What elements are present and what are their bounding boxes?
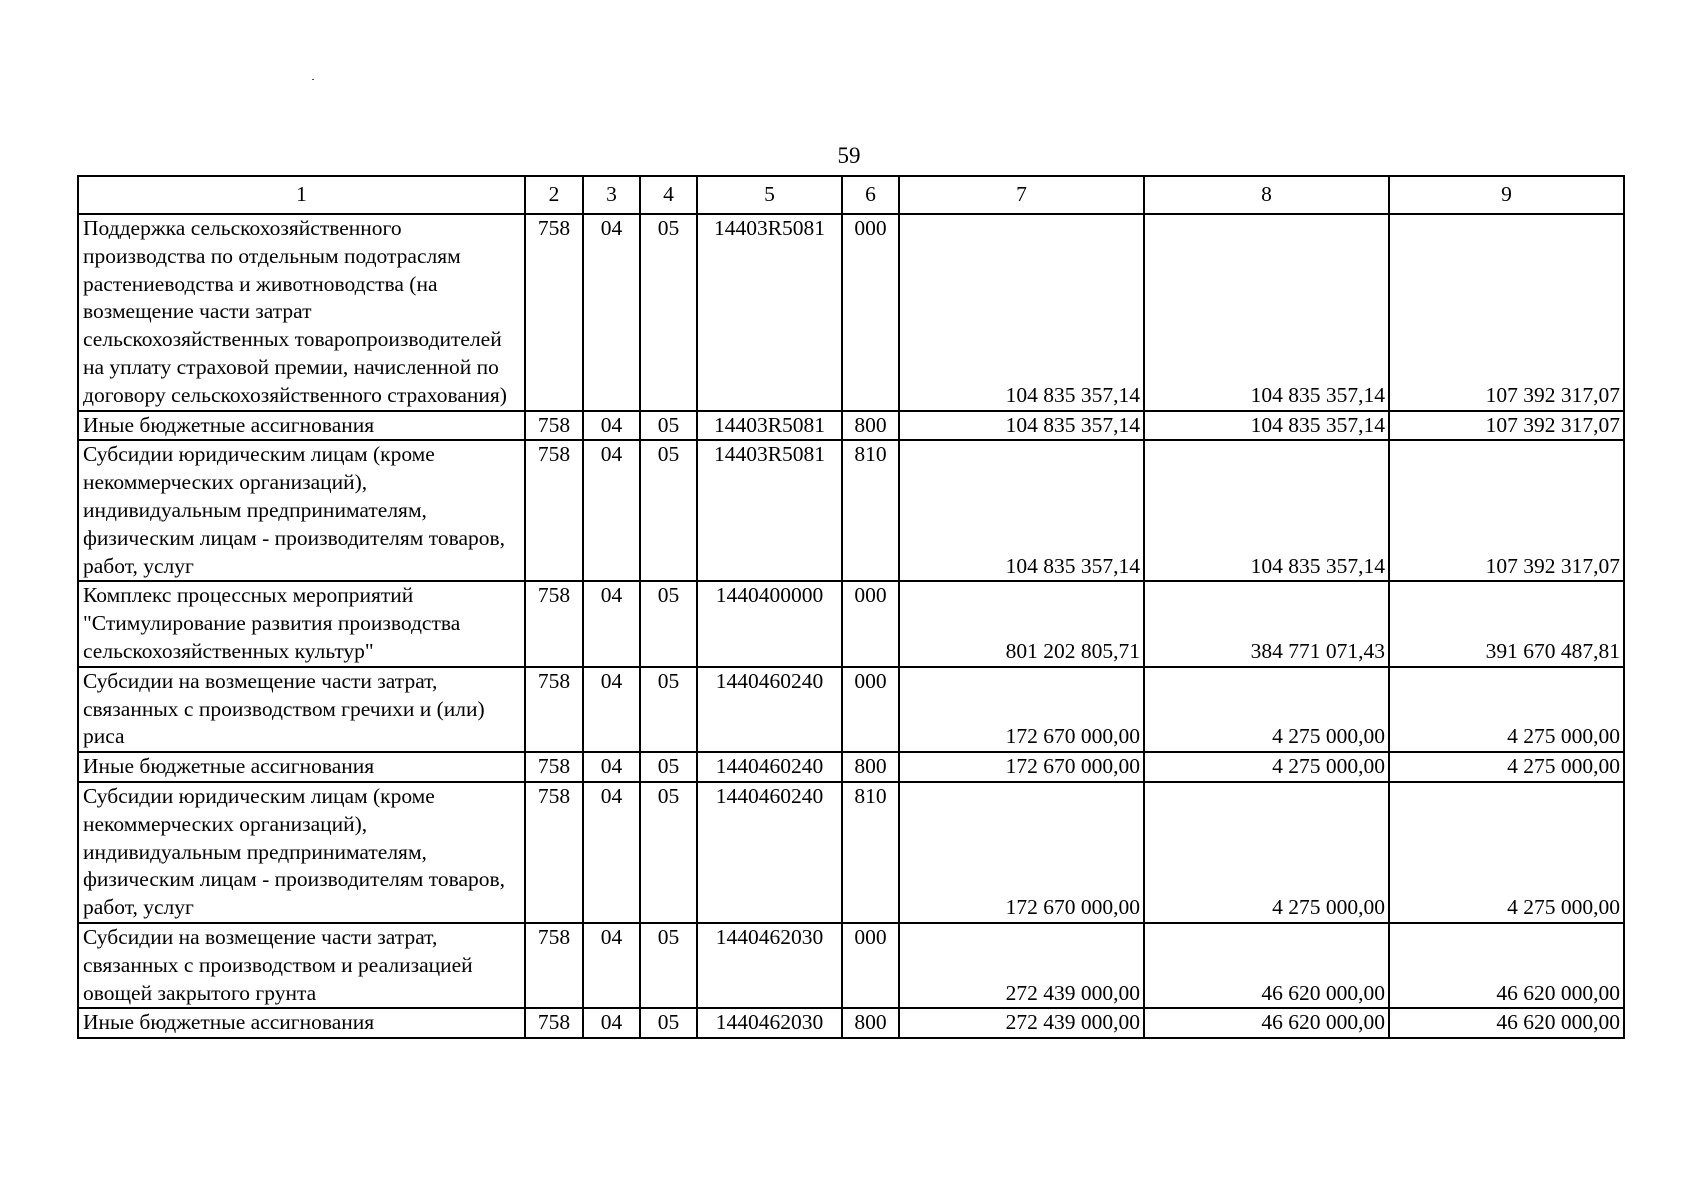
row-code-6: 800 — [842, 752, 899, 782]
row-amount-7: 272 439 000,00 — [899, 1008, 1144, 1038]
row-code-6: 000 — [842, 923, 899, 1008]
row-code-5: 14403R5081 — [697, 440, 842, 581]
row-code-6: 810 — [842, 440, 899, 581]
row-amount-7: 104 835 357,14 — [899, 440, 1144, 581]
row-amount-7: 172 670 000,00 — [899, 667, 1144, 752]
header-row — [78, 176, 1624, 214]
row-amount-9: 46 620 000,00 — [1389, 1008, 1624, 1038]
row-amount-9: 4 275 000,00 — [1389, 667, 1624, 752]
column-header: 4 — [640, 176, 697, 214]
row-code-4: 05 — [640, 923, 697, 1008]
row-code-3: 04 — [583, 782, 640, 923]
row-amount-7: 104 835 357,14 — [899, 411, 1144, 441]
row-name: Субсидии юридическим лицам (кроме некоммерческих организаций), индивидуальным предпринимателям, физическим лицам - производителям товаров, работ, услуг — [78, 440, 525, 581]
row-amount-9: 391 670 487,81 — [1389, 581, 1624, 666]
row-code-2: 758 — [525, 923, 583, 1008]
table-row — [78, 667, 1624, 752]
row-code-6: 810 — [842, 782, 899, 923]
row-code-3: 04 — [583, 923, 640, 1008]
row-code-2: 758 — [525, 752, 583, 782]
column-header: 9 — [1389, 176, 1624, 214]
row-amount-8: 4 275 000,00 — [1144, 782, 1389, 923]
row-name: Иные бюджетные ассигнования — [78, 1008, 525, 1038]
row-code-4: 05 — [640, 752, 697, 782]
row-name: Иные бюджетные ассигнования — [78, 411, 525, 441]
budget-table — [77, 175, 1625, 1039]
row-code-3: 04 — [583, 1008, 640, 1038]
column-header: 2 — [525, 176, 583, 214]
row-code-2: 758 — [525, 782, 583, 923]
row-code-5: 1440462030 — [697, 923, 842, 1008]
row-code-3: 04 — [583, 752, 640, 782]
row-name: Субсидии юридическим лицам (кроме некоммерческих организаций), индивидуальным предпринимателям, физическим лицам - производителям товаров, работ, услуг — [78, 782, 525, 923]
table-row — [78, 411, 1624, 441]
row-code-3: 04 — [583, 214, 640, 411]
row-code-4: 05 — [640, 667, 697, 752]
row-code-3: 04 — [583, 667, 640, 752]
row-amount-8: 46 620 000,00 — [1144, 923, 1389, 1008]
table-header — [78, 176, 1624, 214]
row-code-3: 04 — [583, 581, 640, 666]
row-code-2: 758 — [525, 581, 583, 666]
row-code-5: 1440462030 — [697, 1008, 842, 1038]
column-header: 8 — [1144, 176, 1389, 214]
row-amount-7: 801 202 805,71 — [899, 581, 1144, 666]
row-code-3: 04 — [583, 440, 640, 581]
row-name: Поддержка сельскохозяйственного производства по отдельным подотраслям растениеводства и животноводства (на возмещение части затрат сельскохозяйственных товаропроизводителей на уплату страховой премии, начисленной по договору сельскохозяйственного страхования) — [78, 214, 525, 411]
row-code-2: 758 — [525, 440, 583, 581]
row-amount-9: 4 275 000,00 — [1389, 782, 1624, 923]
row-amount-7: 272 439 000,00 — [899, 923, 1144, 1008]
row-amount-7: 172 670 000,00 — [899, 782, 1144, 923]
column-header: 1 — [78, 176, 525, 214]
row-amount-7: 104 835 357,14 — [899, 214, 1144, 411]
table-body — [78, 214, 1624, 1038]
table-row — [78, 214, 1624, 411]
table-row — [78, 1008, 1624, 1038]
row-code-6: 000 — [842, 581, 899, 666]
row-code-5: 14403R5081 — [697, 214, 842, 411]
row-code-4: 05 — [640, 440, 697, 581]
row-code-6: 800 — [842, 1008, 899, 1038]
row-code-5: 14403R5081 — [697, 411, 842, 441]
row-amount-9: 107 392 317,07 — [1389, 411, 1624, 441]
row-amount-9: 107 392 317,07 — [1389, 214, 1624, 411]
row-name: Комплекс процессных мероприятий "Стимулирование развития производства сельскохозяйственных культур" — [78, 581, 525, 666]
table-row — [78, 782, 1624, 923]
row-amount-8: 104 835 357,14 — [1144, 411, 1389, 441]
row-code-6: 800 — [842, 411, 899, 441]
row-code-5: 1440460240 — [697, 667, 842, 752]
column-header: 5 — [697, 176, 842, 214]
row-code-5: 1440460240 — [697, 752, 842, 782]
row-amount-8: 46 620 000,00 — [1144, 1008, 1389, 1038]
row-code-4: 05 — [640, 782, 697, 923]
row-code-2: 758 — [525, 214, 583, 411]
column-header: 6 — [842, 176, 899, 214]
column-header: 3 — [583, 176, 640, 214]
row-amount-8: 384 771 071,43 — [1144, 581, 1389, 666]
row-name: Иные бюджетные ассигнования — [78, 752, 525, 782]
row-code-4: 05 — [640, 581, 697, 666]
row-code-4: 05 — [640, 1008, 697, 1038]
table-row — [78, 923, 1624, 1008]
table-row — [78, 440, 1624, 581]
row-code-2: 758 — [525, 1008, 583, 1038]
column-header: 7 — [899, 176, 1144, 214]
table-row — [78, 752, 1624, 782]
row-code-4: 05 — [640, 214, 697, 411]
row-amount-9: 46 620 000,00 — [1389, 923, 1624, 1008]
row-code-2: 758 — [525, 411, 583, 441]
row-code-4: 05 — [640, 411, 697, 441]
row-name: Субсидии на возмещение части затрат, связанных с производством и реализацией овощей закрытого грунта — [78, 923, 525, 1008]
row-amount-7: 172 670 000,00 — [899, 752, 1144, 782]
row-amount-8: 4 275 000,00 — [1144, 752, 1389, 782]
row-name: Субсидии на возмещение части затрат, связанных с производством гречихи и (или) риса — [78, 667, 525, 752]
row-code-2: 758 — [525, 667, 583, 752]
page-number: 59 — [837, 143, 861, 168]
row-amount-8: 104 835 357,14 — [1144, 440, 1389, 581]
row-code-6: 000 — [842, 667, 899, 752]
table-row — [78, 581, 1624, 666]
row-code-3: 04 — [583, 411, 640, 441]
row-amount-8: 4 275 000,00 — [1144, 667, 1389, 752]
row-amount-8: 104 835 357,14 — [1144, 214, 1389, 411]
row-amount-9: 107 392 317,07 — [1389, 440, 1624, 581]
row-code-6: 000 — [842, 214, 899, 411]
row-code-5: 1440460240 — [697, 782, 842, 923]
row-amount-9: 4 275 000,00 — [1389, 752, 1624, 782]
row-code-5: 1440400000 — [697, 581, 842, 666]
scan-speck — [312, 79, 314, 80]
